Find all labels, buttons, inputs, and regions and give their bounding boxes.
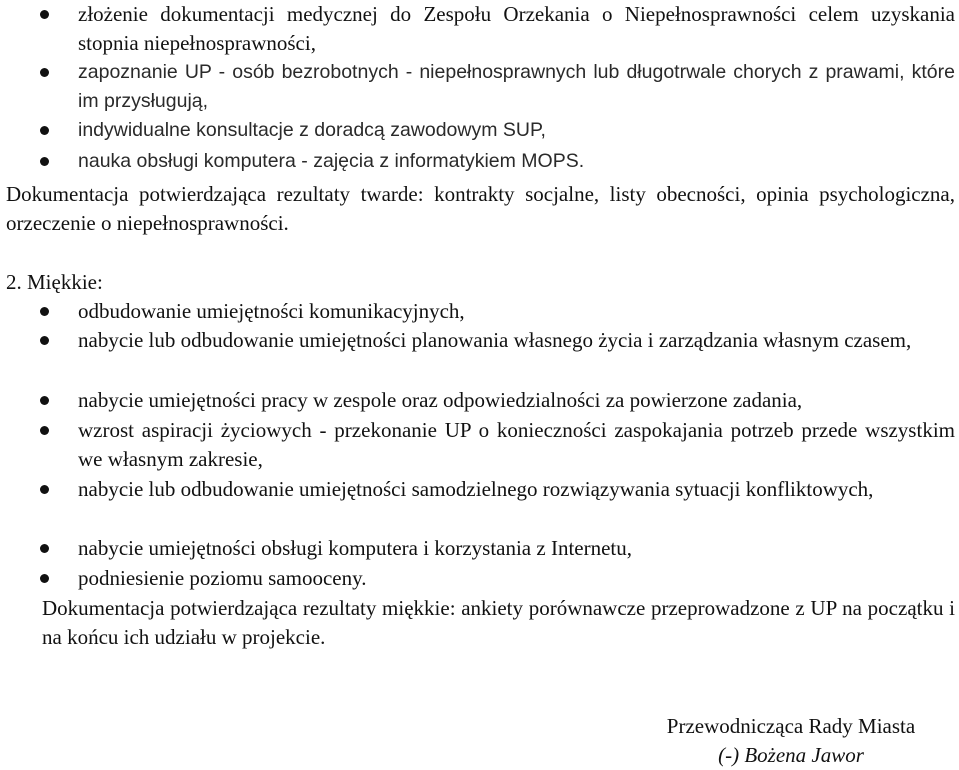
- list-item-text: nabycie umiejętności obsługi komputera i korzystania z Internetu,: [78, 536, 632, 560]
- list-item: [0, 326, 959, 386]
- list-item-text: wzrost aspiracji życiowych - przekonanie UP o konieczności zaspokajania potrzeb przede wszystkim we własnym zakresie,: [78, 418, 955, 471]
- soft-results-heading: 2. Miękkie:: [6, 270, 103, 294]
- list-item: [0, 147, 959, 178]
- list-item: [0, 534, 959, 564]
- list-item-text: zapoznanie UP - osób bezrobotnych - niepełnosprawnych lub długotrwale chorych z prawami, które im przysługują,: [78, 61, 955, 112]
- list-item: [0, 0, 959, 58]
- soft-documentation-text: Dokumentacja potwierdzająca rezultaty miękkie: ankiety porównawcze przeprowadzone z UP na początku i na końcu ich udziału w projekcie.: [42, 596, 955, 649]
- list-item-text: indywidualne konsultacje z doradcą zawodowym SUP,: [78, 119, 546, 141]
- list-item-text: odbudowanie umiejętności komunikacyjnych,: [78, 299, 465, 323]
- bullet-icon: [40, 426, 49, 435]
- list-item-text: nabycie umiejętności pracy w zespole oraz odpowiedzialności za powierzone zadania,: [78, 388, 803, 412]
- soft-results-list: [0, 297, 959, 593]
- list-item: [0, 116, 959, 147]
- bullet-icon: [40, 574, 49, 583]
- hard-results-list: [0, 0, 959, 178]
- soft-results-section: [0, 268, 959, 297]
- list-item: [0, 564, 959, 593]
- list-item: [0, 475, 959, 534]
- signature-block: [641, 712, 941, 770]
- list-item-text: złożenie dokumentacji medycznej do Zespołu Orzekania o Niepełnosprawności celem uzyskania stopnia niepełnosprawności,: [78, 2, 955, 55]
- hard-documentation-section: [0, 180, 959, 238]
- list-item-text: nabycie lub odbudowanie umiejętności samodzielnego rozwiązywania sytuacji konfliktowych,: [78, 477, 874, 501]
- list-item: [0, 297, 959, 326]
- bullet-icon: [40, 396, 49, 405]
- bullet-icon: [40, 336, 49, 345]
- bullet-icon: [40, 544, 49, 553]
- signature-title: Przewodnicząca Rady Miasta: [666, 714, 916, 738]
- list-item-text: nauka obsługi komputera - zajęcia z informatykiem MOPS.: [78, 150, 585, 172]
- list-item: [0, 416, 959, 475]
- bullet-icon: [40, 307, 49, 316]
- bullet-icon: [40, 10, 49, 19]
- hard-documentation-text: Dokumentacja potwierdzająca rezultaty twarde: kontrakty socjalne, listy obecności, opinia psychologiczna, orzeczenie o niepełnosprawności.: [6, 182, 955, 235]
- soft-documentation-section: [0, 594, 959, 652]
- bullet-icon: [40, 157, 49, 166]
- list-item: [0, 386, 959, 416]
- bullet-icon: [40, 68, 49, 77]
- signature-name: (-) Bożena Jawor: [718, 743, 864, 767]
- list-item: [0, 58, 959, 116]
- list-item-text: podniesienie poziomu samooceny.: [78, 566, 367, 590]
- bullet-icon: [40, 485, 49, 494]
- bullet-icon: [40, 126, 49, 135]
- list-item-text: nabycie lub odbudowanie umiejętności planowania własnego życia i zarządzania własnym czasem,: [78, 328, 912, 352]
